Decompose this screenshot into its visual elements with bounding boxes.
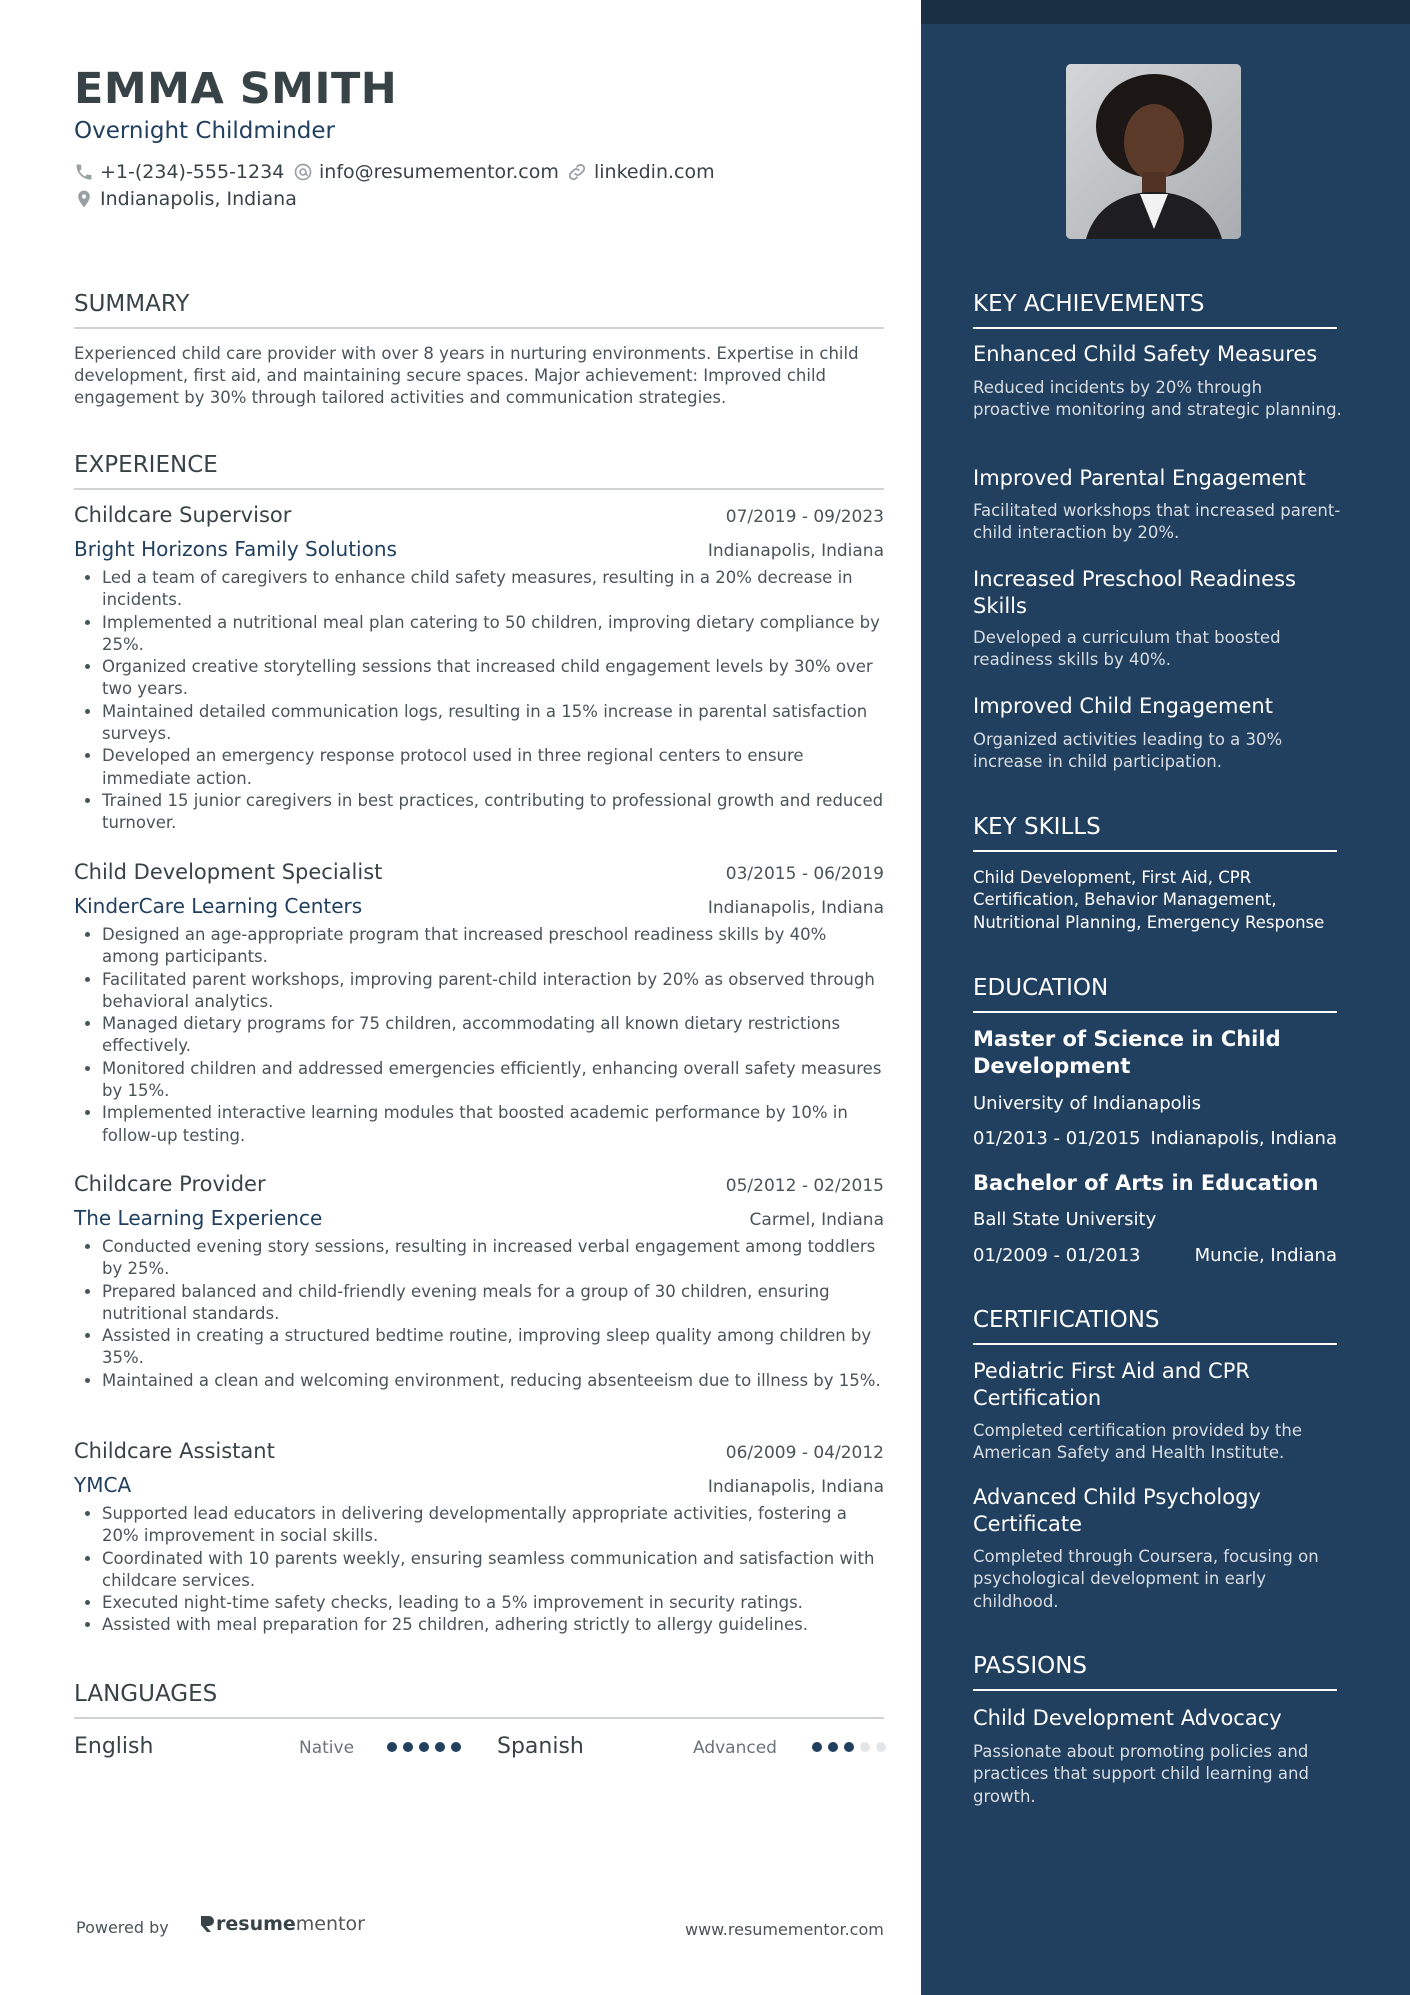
certification-title: Pediatric First Aid and CPR Certification [973,1359,1250,1410]
at-icon [293,162,313,182]
candidate-role: Overnight Childminder [74,118,335,144]
rating-dot [403,1742,413,1752]
language-level: Advanced [693,1738,777,1758]
education-degree: Master of Science in Child Development [973,1027,1281,1078]
skills-heading: KEY SKILLS [973,814,1337,852]
job-location: Carmel, Indiana [749,1210,884,1230]
job-entry [74,1172,884,1392]
job-bullet: • Led a team of caregivers to enhance child safety measures, resulting in a 20% decrease in incidents. [102,567,884,612]
languages-row [74,1734,884,1764]
achievement-title: Increased Preschool Readiness Skills [973,567,1296,618]
summary-text: Experienced child care provider with over 8 years in nurturing environments. Expertise in child development, first aid, and maintaining secure spaces. Major achievement: Improved child engagement by 30% through tailored activities and communication strategies. [74,344,859,407]
skills-text: Child Development, First Aid, CPR Certification, Behavior Management, Nutritional Planning, Emergency Response [973,868,1325,932]
passion-title: Child Development Advocacy [973,1706,1282,1730]
job-bullet: • Assisted in creating a structured bedtime routine, improving sleep quality among children by 35%. [102,1325,884,1370]
rating-dot [387,1742,397,1752]
job-entry [74,503,884,835]
phone-icon [74,162,94,182]
job-title: Childcare Provider [74,1172,266,1196]
experience-heading: EXPERIENCE [74,452,884,490]
resumementor-logo-icon [198,1914,216,1934]
job-bullet: • Managed dietary programs for 75 children, accommodating all known dietary restrictions effectively. [102,1013,884,1058]
education-location: Muncie, Indiana [1194,1245,1337,1266]
achievement-title: Enhanced Child Safety Measures [973,342,1318,366]
job-dates: 07/2019 - 09/2023 [725,507,884,527]
job-company: The Learning Experience [74,1206,323,1230]
job-location: Indianapolis, Indiana [707,1477,884,1497]
job-bullet: • Maintained detailed communication logs, resulting in a 15% increase in parental satisfaction surveys. [102,701,884,746]
resumementor-logo[interactable] [198,1913,365,1935]
job-bullet: • Developed an emergency response protocol used in three regional centers to ensure immediate action. [102,745,884,790]
certifications-heading: CERTIFICATIONS [973,1307,1337,1345]
job-entry [74,860,884,1147]
job-bullet: • Prepared balanced and child-friendly evening meals for a group of 30 children, ensuring nutritional standards. [102,1281,884,1326]
passion-text: Passionate about promoting policies and practices that support child learning and growth. [973,1742,1309,1806]
rating-dot [828,1742,838,1752]
job-bullet: • Supported lead educators in delivering developmentally appropriate activities, fostering a 20% improvement in social skills. [102,1503,884,1548]
rating-dot [812,1742,822,1752]
linkedin-text: linkedin.com [594,161,715,183]
footer-url[interactable]: www.resumementor.com [685,1920,884,1939]
logo-text-light: mentor [295,1913,365,1935]
education-dates: 01/2009 - 01/2013 [973,1245,1141,1266]
job-bullet: • Assisted with meal preparation for 25 children, adhering strictly to allergy guidelines. [102,1614,884,1636]
rating-dot [419,1742,429,1752]
job-dates: 03/2015 - 06/2019 [725,864,884,884]
email-text: info@resumementor.com [319,161,559,183]
job-company: KinderCare Learning Centers [74,894,363,918]
certification-text: Completed certification provided by the American Safety and Health Institute. [973,1421,1302,1463]
language-level: Native [299,1738,355,1758]
job-dates: 05/2012 - 02/2015 [725,1176,884,1196]
certification-title: Advanced Child Psychology Certificate [973,1485,1261,1536]
powered-by-text: Powered by [76,1918,169,1937]
achievement-text: Reduced incidents by 20% through proactive monitoring and strategic planning. [973,378,1342,420]
job-dates: 06/2009 - 04/2012 [725,1443,884,1463]
phone-text: +1-(234)-555-1234 [100,161,285,183]
profile-photo [1066,64,1241,239]
job-bullet: • Organized creative storytelling sessions that increased child engagement levels by 30% over two years. [102,656,884,701]
achievement-title: Improved Parental Engagement [973,466,1306,490]
job-bullets [74,567,884,835]
job-bullets [74,924,884,1147]
passions-heading: PASSIONS [973,1653,1337,1691]
job-entry [74,1439,884,1637]
logo-text-bold: resume [216,1913,296,1935]
education-heading: EDUCATION [973,975,1337,1013]
education-location: Indianapolis, Indiana [1150,1128,1337,1149]
rating-dot [860,1742,870,1752]
achievement-text: Organized activities leading to a 30% increase in child participation. [973,730,1283,772]
education-dates: 01/2013 - 01/2015 [973,1128,1141,1149]
job-bullets [74,1236,884,1392]
candidate-name: EMMA SMITH [74,64,398,114]
education-school: Ball State University [973,1209,1157,1230]
sidebar-top-band [921,0,1410,24]
job-title: Childcare Supervisor [74,503,292,527]
education-school: University of Indianapolis [973,1093,1202,1114]
contact-email[interactable] [293,161,559,183]
achievement-text: Developed a curriculum that boosted readiness skills by 40%. [973,628,1281,670]
education-meta [973,1128,1337,1149]
job-location: Indianapolis, Indiana [707,541,884,561]
location-text: Indianapolis, Indiana [100,188,297,210]
job-company: YMCA [74,1473,132,1497]
job-title: Child Development Specialist [74,860,383,884]
rating-dot [435,1742,445,1752]
achievements-heading: KEY ACHIEVEMENTS [973,291,1337,329]
job-bullet: • Trained 15 junior caregivers in best practices, contributing to professional growth and reduced turnover. [102,790,884,835]
rating-dot [876,1742,886,1752]
job-bullet: • Coordinated with 10 parents weekly, ensuring seamless communication and satisfaction with childcare services. [102,1548,884,1593]
job-bullet: • Conducted evening story sessions, resulting in increased verbal engagement among toddlers by 25%. [102,1236,884,1281]
education-meta [973,1245,1337,1266]
job-location: Indianapolis, Indiana [707,898,884,918]
job-bullet: • Implemented interactive learning modules that boosted academic performance by 10% in follow-up testing. [102,1102,884,1147]
contact-linkedin[interactable] [566,161,715,183]
language-rating [387,1742,467,1752]
job-bullet: • Executed night-time safety checks, leading to a 5% improvement in security ratings. [102,1592,884,1614]
job-bullet: • Designed an age-appropriate program that increased preschool readiness skills by 40% among participants. [102,924,884,969]
rating-dot [844,1742,854,1752]
job-title: Childcare Assistant [74,1439,275,1463]
achievement-text: Facilitated workshops that increased parent-child interaction by 20%. [973,501,1341,543]
achievement-title: Improved Child Engagement [973,694,1273,718]
contact-phone[interactable] [74,161,284,183]
job-bullet: • Monitored children and addressed emergencies efficiently, enhancing overall safety measures by 15%. [102,1058,884,1103]
location-pin-icon [74,188,94,210]
job-bullets [74,1503,884,1637]
job-bullet: • Implemented a nutritional meal plan catering to 50 children, improving dietary compliance by 25%. [102,612,884,657]
language-rating [812,1742,892,1752]
language-name: Spanish [497,1734,584,1759]
profile-photo-illustration [1066,64,1241,239]
education-degree: Bachelor of Arts in Education [973,1171,1319,1195]
rating-dot [451,1742,461,1752]
languages-heading: LANGUAGES [74,1681,884,1719]
language-name: English [74,1734,154,1759]
job-bullet: • Maintained a clean and welcoming environment, reducing absenteeism due to illness by 15%. [102,1370,884,1392]
link-icon [566,161,588,183]
contact-location [74,188,297,210]
summary-heading: SUMMARY [74,291,884,329]
certification-text: Completed through Coursera, focusing on psychological development in early childhood. [973,1547,1319,1611]
job-bullet: • Facilitated parent workshops, improving parent-child interaction by 20% as observed through behavioral analytics. [102,969,884,1014]
job-company: Bright Horizons Family Solutions [74,537,397,561]
